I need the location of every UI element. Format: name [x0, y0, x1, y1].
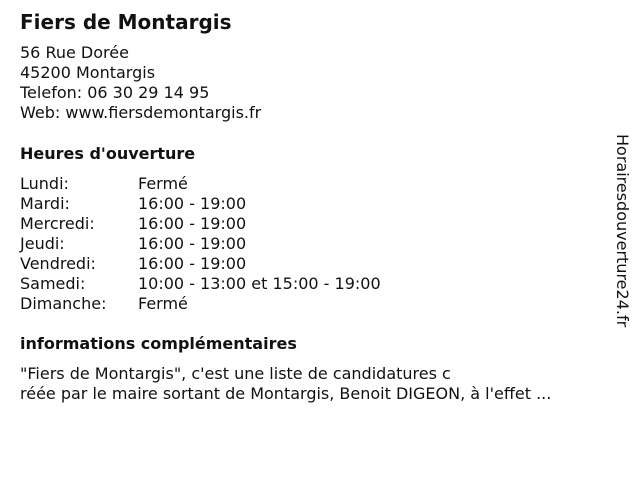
hours-day: Mardi:	[20, 194, 70, 213]
business-name: Fiers de Montargis	[20, 10, 232, 34]
opening-hours-heading: Heures d'ouverture	[20, 144, 196, 163]
hours-time: Fermé	[138, 174, 188, 193]
business-contact	[20, 43, 261, 123]
address-city: 45200 Montargis	[20, 63, 156, 82]
hours-day: Mercredi:	[20, 214, 95, 233]
phone-number: Telefon: 06 30 29 14 95	[20, 83, 210, 102]
hours-time: 16:00 - 19:00	[138, 194, 247, 213]
hours-time: 16:00 - 19:00	[138, 214, 247, 233]
additional-info-text	[20, 364, 551, 404]
hours-time: 16:00 - 19:00	[138, 254, 247, 273]
hours-day: Vendredi:	[20, 254, 96, 273]
site-watermark-text: Horairesdouverture24.fr	[613, 134, 632, 328]
site-watermark	[612, 134, 634, 344]
hours-day: Samedi:	[20, 274, 86, 293]
info-line: "Fiers de Montargis", c'est une liste de candidatures c	[20, 364, 451, 383]
address-street: 56 Rue Dorée	[20, 43, 129, 62]
website: Web: www.fiersdemontargis.fr	[20, 103, 262, 122]
hours-day: Jeudi:	[20, 234, 65, 253]
hours-time: 10:00 - 13:00 et 15:00 - 19:00	[138, 274, 381, 293]
hours-day: Dimanche:	[20, 294, 107, 313]
hours-time: Fermé	[138, 294, 188, 313]
additional-info-heading: informations complémentaires	[20, 334, 297, 353]
info-line: réée par le maire sortant de Montargis, Benoit DIGEON, à l'effet ...	[20, 384, 552, 403]
hours-day: Lundi:	[20, 174, 69, 193]
hours-time: 16:00 - 19:00	[138, 234, 247, 253]
